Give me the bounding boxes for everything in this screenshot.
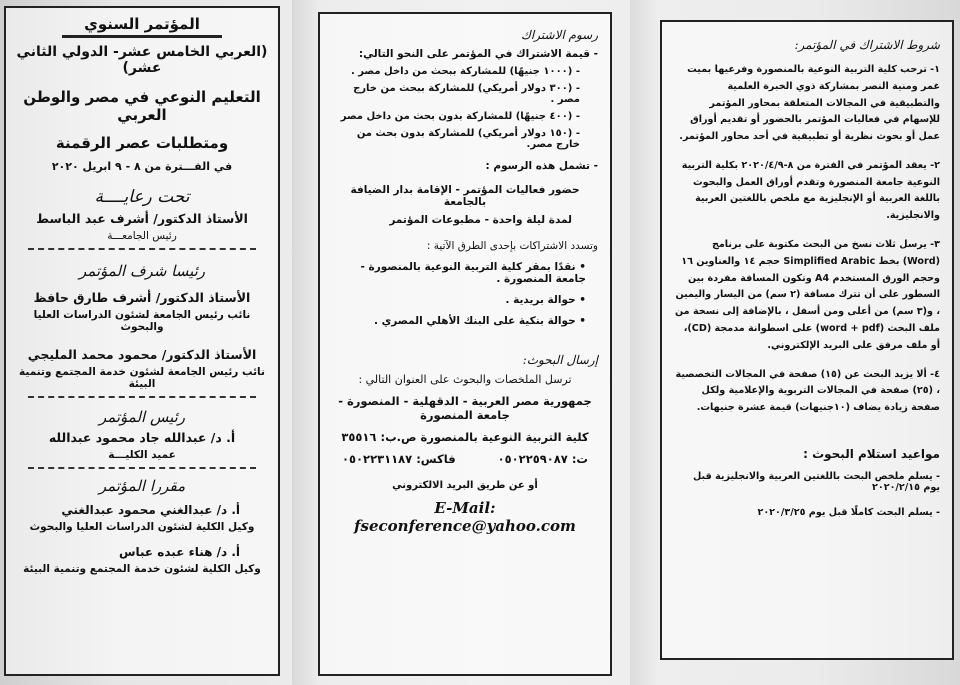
honorary-chair-2-name: الأستاذ الدكتور/ محمود محمد المليجي (27, 347, 257, 362)
chair-role: عميد الكليـــة (108, 449, 176, 461)
patron-role: رئيس الجامعـــة (107, 230, 177, 242)
payment-intro: وتسدد الاشتراكات بإحدى الطرق الآتية : (426, 240, 598, 252)
honorary-heading: رئيسا شرف المؤتمر (78, 262, 206, 280)
rapporteurs-heading: مقررا المؤتمر (98, 477, 186, 495)
fax-number: فاكس: ٠٥٠٢٢٣١١٨٧ (342, 452, 456, 466)
payment-method: • نقدًا بمقر كلية التربية النوعية بالمنصورة - جامعة المنصورة . (360, 261, 586, 285)
rapporteur-2-role: وكيل الكلية لشئون خدمة المجتمع وتنمية البيئة (23, 563, 261, 575)
rapporteur-2-name: أ. د/ هناء عبده عباس (118, 545, 240, 559)
includes-line: لمدة ليلة واحدة - مطبوعات المؤتمر (389, 214, 572, 226)
send-heading: إرسال البحوث: (522, 353, 598, 367)
divider (28, 248, 256, 250)
condition-item: ٣- يرسل ثلاث نسخ من البحث مكتوبة على برنامج (Word) بخط Simplified Arabic حجم ١٤ والعناوين ١٦ وحجم الورق المستخدم A4 وتكون المسافة مفردة بين السطور على أن تترك مسافة (٢ سم) من اليسار واليمين ، و(٣ سم) من أعلى ومن أسفل ، بالإضافة إلى نسخة من ملف البحث (word + pdf) على اسطوانة مدمجة (CD)، أو ملف مرفق على البريد الإلكتروني. (675, 239, 940, 351)
chair-name: أ. د/ عبدالله جاد محمود عبدالله (48, 430, 236, 445)
send-intro: ترسل الملخصات والبحوث على العنوان التالي : (358, 373, 572, 386)
condition-item: ٤- ألا يزيد البحث عن (١٥) صفحة في المجالات التخصصية ، (٢٥) صفحة في المجالات التربوية والإعلامية ولكل صفحة زيادة يضاف (١٠جنيهات) قيمة عشرة جنيهات. (675, 368, 940, 414)
chair-heading: رئيس المؤتمر (98, 408, 186, 426)
phone-number: ت: ٠٥٠٢٢٥٩٠٨٧ (497, 452, 588, 466)
divider (28, 467, 256, 469)
includes-line: حضور فعاليات المؤتمر - الإقامة بدار الضيافة بالجامعة (350, 184, 580, 208)
fee-item: - (١٠٠٠ جنيهًا) للمشاركة ببحث من داخل مصر . (351, 66, 580, 77)
fee-item: - (٤٠٠ جنيهًا) للمشاركة بدون بحث من داخل مصر (340, 111, 580, 122)
divider (28, 396, 256, 398)
conference-info-panel (4, 6, 280, 676)
conference-theme-2: ومتطلبات عصر الرقمنة (55, 134, 229, 152)
email-intro: أو عن طريق البريد الالكتروني (392, 480, 538, 491)
patronage-heading: تحت رعايــــة (94, 187, 190, 207)
includes-intro: - تشمل هذه الرسوم : (485, 160, 598, 172)
postal-address: جمهورية مصر العربية - الدقهلية - المنصورة - جامعة المنصورة (338, 394, 592, 422)
honorary-chair-1-role: نائب رئيس الجامعة لشئون الدراسات العليا والبحوث (33, 309, 251, 333)
fees-intro: - قيمة الاشتراك في المؤتمر على النحو التالي: (358, 48, 598, 60)
fold-shadow (630, 0, 658, 685)
payment-method: • حوالة بنكية على البنك الأهلي المصري . (374, 315, 586, 327)
conditions-panel (660, 20, 954, 660)
contact-row (342, 452, 588, 466)
fees-panel (318, 12, 612, 676)
deadline-item: - يسلم ملخص البحث باللغتين العربية والانجليزية قبل يوم ٢٠٢٠/٢/١٥ (692, 470, 940, 493)
conference-subtitle: (العربي الخامس عشر- الدولي الثاني عشر) (16, 44, 268, 76)
honorary-chair-2-role: نائب رئيس الجامعة لشئون خدمة المجتمع وتنمية البيئة (19, 366, 265, 390)
postal-address-2: كلية التربية النوعية بالمنصورة ص.ب: ٣٥٥١٦ (341, 430, 589, 444)
payment-method: • حوالة بريدية . (505, 294, 586, 306)
email-address: E-Mail: fseconference@yahoo.com (354, 499, 576, 535)
condition-item: ١- ترحب كلية التربية النوعية بالمنصورة وفرعيها بميت غمر ومنية النصر بمشاركة ذوي الخبرة العلمية والتطبيقية في المجالات المتعلقة بمحاور المؤتمر للإسهام في فعاليات المؤتمر بالحضور أو تقديم أوراق عمل أو بحوث نظرية أو تطبيقية في أحد محاور المؤتمر. (679, 64, 940, 143)
fees-heading: رسوم الاشتراك (521, 28, 598, 42)
conference-title: المؤتمر السنوي (62, 15, 222, 38)
deadline-item: - يسلم البحث كاملًا قبل يوم ٢٠٢٠/٣/٢٥ (757, 506, 940, 518)
rapporteur-1-name: أ. د/ عبدالغني محمود عبدالغني (61, 503, 240, 517)
fold-shadow (292, 0, 320, 685)
condition-item: ٢- يعقد المؤتمر في الفترة من ٨-٢٠٢٠/٤/٩ بكلية التربية النوعية جامعة المنصورة وتقدم أوراق العمل والبحوث باللغة العربية أو الإنجليزية مع ملخص باللغتين العربية والانجليزية. (681, 159, 940, 222)
fee-item: - (٣٠٠ دولار أمريكي) للمشاركة ببحث من خارج مصر . (353, 83, 580, 105)
conditions-heading: شروط الاشتراك في المؤتمر: (794, 38, 940, 52)
rapporteur-1-role: وكيل الكلية لشئون الدراسات العليا والبحوث (29, 521, 255, 533)
fee-item: - (١٥٠ دولار أمريكي) للمشاركة بدون بحث من خارج مصر. (356, 128, 580, 150)
honorary-chair-1-name: الأستاذ الدكتور/ أشرف طارق حافظ (33, 290, 251, 305)
patron-name: الأستاذ الدكتور/ أشرف عبد الباسط (36, 211, 248, 226)
deadlines-heading: مواعيد استلام البحوث : (803, 446, 940, 461)
conference-theme: التعليم النوعي في مصر والوطن العربي (23, 88, 261, 124)
conference-dates: في الفـــترة من ٨ - ٩ ابريل ٢٠٢٠ (51, 160, 233, 173)
